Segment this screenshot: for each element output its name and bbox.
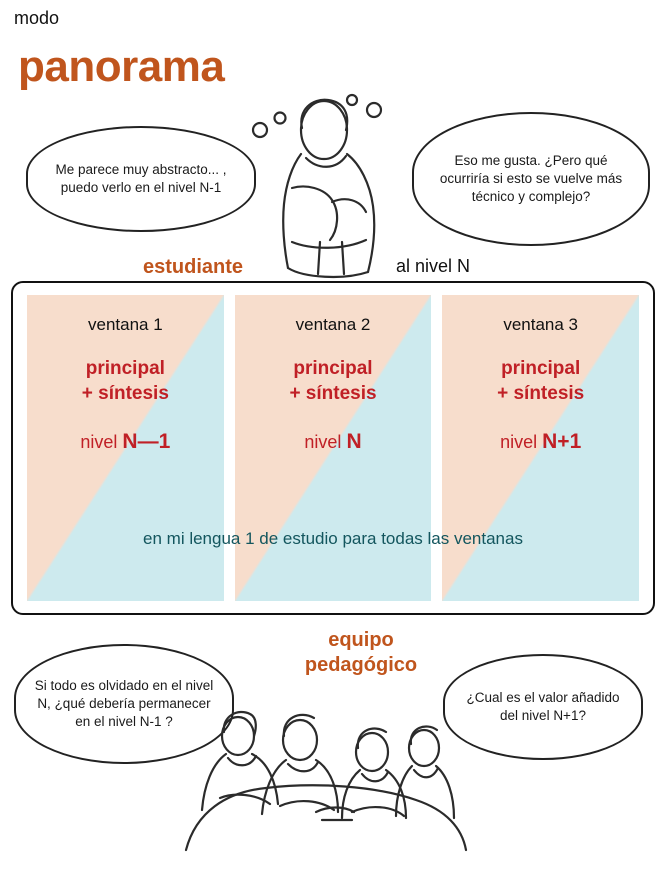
panel-footer-note: en mi lengua 1 de estudio para todas las ventanas <box>143 529 523 548</box>
role-caption-team-line2: pedagógico <box>304 654 418 676</box>
window-level <box>500 430 581 454</box>
window-card[interactable] <box>235 295 432 601</box>
window-level-prefix: nivel <box>500 432 538 453</box>
window-level <box>80 430 170 454</box>
window-title: ventana 2 <box>295 315 371 334</box>
window-card[interactable] <box>442 295 639 601</box>
window-main-line2: + síntesis <box>289 382 377 404</box>
thought-bubble-student-right-text: Eso me gusta. ¿Pero qué ocurriría si esto se vuelve más técnico y complejo? <box>439 153 623 204</box>
student-level-caption: al nivel N <box>396 256 471 276</box>
role-caption-team-line1: equipo <box>328 629 394 651</box>
student-figure-icon <box>232 92 412 302</box>
window-level-prefix: nivel <box>304 432 342 453</box>
mode-label: modo <box>14 8 60 28</box>
window-level-value: N—1 <box>122 430 171 454</box>
window-main-line1: principal <box>85 358 165 379</box>
team-figures-icon <box>176 700 476 870</box>
window-level-prefix: nivel <box>80 432 118 453</box>
thought-bubble-student-left-text: Me parece muy abstracto... , puedo verlo en el nivel N-1 <box>55 162 227 195</box>
window-main-line1: principal <box>293 358 373 379</box>
thought-bubble-student-left <box>26 126 256 232</box>
window-level-value: N <box>346 430 362 454</box>
thought-bubble-team-left-text: Si todo es olvidado en el nivel N, ¿qué debería permanecer en el nivel N-1 ? <box>34 678 214 729</box>
window-main-line2: + síntesis <box>81 382 169 404</box>
window-title: ventana 3 <box>503 315 579 334</box>
window-title: ventana 1 <box>87 315 163 334</box>
thought-bubble-team-right-text: ¿Cual es el valor añadido del nivel N+1? <box>466 690 620 723</box>
window-level-value: N+1 <box>542 430 582 454</box>
window-card[interactable] <box>27 295 224 601</box>
page-title: panorama <box>18 42 225 91</box>
role-caption-team <box>281 628 441 678</box>
role-caption-student: estudiante <box>143 256 244 278</box>
window-level <box>304 430 361 454</box>
window-main-label <box>289 357 376 406</box>
windows-panel <box>11 281 655 615</box>
window-main-line1: principal <box>501 358 581 379</box>
window-main-label <box>82 357 169 406</box>
thought-bubble-student-right <box>412 112 650 246</box>
window-main-label <box>497 357 584 406</box>
window-main-line2: + síntesis <box>497 382 585 404</box>
